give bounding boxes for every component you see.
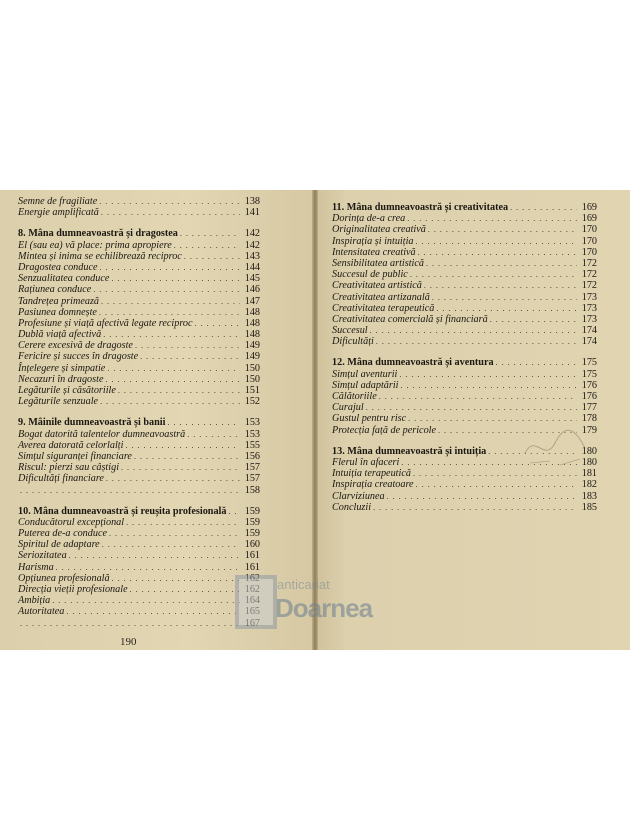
toc-entry [18,562,260,573]
toc-page-number: 169 [581,213,597,225]
left-toc-column [18,196,260,629]
toc-title: Mintea și inima se echilibrează reciproc [18,250,182,262]
toc-entry [18,440,260,451]
dot-leader [109,528,240,539]
toc-entry [18,517,260,528]
toc-page-number: 178 [581,413,597,425]
watermark-logo [235,575,395,635]
toc-entry [18,385,260,396]
toc-title: Succesul de public [332,269,408,281]
toc-chapter-heading [332,202,597,213]
toc-title: Simțul aventurii [332,368,398,380]
toc-page-number: 160 [244,539,260,551]
toc-title: Pasiunea domnește [18,306,97,318]
toc-entry [332,491,597,502]
toc-title: Tandrețea primează [18,295,100,307]
toc-page-number: 173 [581,291,597,303]
toc-page-number: 181 [581,468,597,480]
toc-page-number: 149 [244,340,260,352]
dot-leader [93,284,240,295]
toc-entry [332,479,597,490]
toc-page-number: 151 [244,385,260,396]
toc-title: Autoritatea [18,606,65,618]
toc-title: Dificultăți financiare [18,473,104,485]
dot-leader [416,236,577,247]
dot-leader [112,573,240,584]
toc-page-number: 146 [244,284,260,296]
toc-entry [332,280,597,291]
toc-page-number: 153 [244,428,260,440]
toc-title: Intensitatea creativă [332,246,416,258]
toc-entry [332,314,597,325]
toc-title: Cerere excesivă de dragoste [18,340,133,352]
toc-entry [18,207,260,218]
toc-entry [18,340,260,351]
toc-title: Necazuri în dragoste [18,373,104,385]
toc-title: Creativitatea artizanală [332,291,430,303]
toc-entry [18,595,260,606]
dot-leader [52,595,240,606]
toc-entry [18,351,260,362]
toc-entry [18,396,260,407]
toc-chapter-heading [332,357,597,368]
toc-title: Dragostea conduce [18,261,98,273]
dot-leader [418,247,577,258]
dot-leader [167,417,240,428]
dot-leader [121,462,240,473]
toc-entry [332,292,597,303]
toc-entry [332,247,597,258]
toc-title: Succesul [332,325,368,337]
toc-page-number: 179 [581,424,597,436]
toc-title: Înțelegere și simpatie [18,362,106,374]
toc-page-number: 177 [581,402,597,414]
toc-title: Seriozitatea [18,550,67,562]
toc-title: 12. Mâna dumneavoastră și aventura [332,357,494,369]
dot-leader [69,550,240,561]
toc-page-number: 142 [244,239,260,251]
toc-title: Profesiune și viață afectivă legate reciproc [18,317,193,329]
page-number: 190 [120,636,137,648]
toc-title: Protecția față de pericole [332,424,437,436]
toc-entry [18,584,260,595]
toc-page-number: 155 [244,439,260,451]
toc-title: Inspirația și intuiția [332,235,414,247]
toc-page-number: 147 [244,295,260,307]
toc-entry [332,213,597,224]
toc-title: Simțul siguranței financiare [18,450,132,462]
dot-leader [130,584,240,595]
toc-entry [18,573,260,584]
toc-page-number: 174 [581,325,597,337]
toc-entry [18,606,260,617]
toc-entry [18,273,260,284]
dot-leader [111,273,240,284]
toc-entry [18,329,260,340]
toc-title: Clarviziunea [332,490,385,502]
dot-leader [373,502,577,513]
book-spread [0,190,630,650]
toc-title: Direcția vieții profesionale [18,584,128,595]
toc-page-number: 180 [581,456,597,468]
toc-title: Energie amplificată [18,207,99,219]
toc-title: Rațiunea conduce [18,284,92,296]
dot-leader [399,369,577,380]
toc-page-number: 159 [244,505,260,517]
dot-leader [20,485,240,496]
toc-page-number: 141 [244,207,260,219]
toc-title: Sensibilitatea artistică [332,257,424,269]
toc-page-number: 144 [244,261,260,273]
dot-leader [410,269,577,280]
toc-title: Curajul [332,402,364,414]
toc-page-number: 172 [581,269,597,281]
toc-title: 8. Mâna dumneavoastră și dragostea [18,228,178,240]
dot-leader [125,440,240,451]
dot-leader [416,479,577,490]
toc-page-number: 185 [581,501,597,513]
toc-entry [18,528,260,539]
toc-title: Legăturile și căsătoriile [18,385,116,396]
toc-page-number: 182 [581,479,597,491]
toc-title: Gustul pentru risc [332,413,407,425]
toc-title: 10. Mâna dumneavoastră și reușita profesională [18,505,227,517]
toc-chapter-heading [18,228,260,239]
toc-entry [332,269,597,280]
toc-title: Senzualitatea conduce [18,273,110,285]
toc-title: Inspirația creatoare [332,479,414,491]
toc-page-number: 145 [244,273,260,285]
toc-entry [18,262,260,273]
toc-title: Călătoriile [332,391,377,402]
toc-title: Dublă viață afectivă [18,329,102,341]
toc-entry [18,363,260,374]
dot-leader [424,280,577,291]
watermark-book-icon [235,575,277,629]
toc-entry [332,402,597,413]
dot-leader [490,314,577,325]
toc-page-number: 148 [244,329,260,341]
toc-entry [18,429,260,440]
toc-title: Averea datorată celorlalți [18,439,124,451]
dot-leader [387,491,577,502]
dot-leader [56,562,240,573]
toc-page-number: 157 [244,462,260,474]
dot-leader [436,303,577,314]
toc-title: Creativitatea artistică [332,280,422,292]
toc-entry [18,196,260,207]
toc-entry [332,224,597,235]
toc-entry [18,618,260,629]
toc-page-number: 150 [244,373,260,385]
toc-entry [332,502,597,513]
toc-chapter-heading [18,506,260,517]
toc-title: Opțiunea profesională [18,572,110,584]
watermark-small-text: anticariat [277,577,330,592]
toc-title: Simțul adaptării [332,379,399,391]
dot-leader [376,336,577,347]
toc-page-number: 176 [581,391,597,402]
dot-leader [180,228,240,239]
toc-title: 13. Mâna dumneavoastră și intuiția [332,445,487,457]
toc-page-number: 176 [581,379,597,391]
dot-leader [99,196,240,207]
dot-leader [496,357,577,368]
dot-leader [366,402,577,413]
section-gap [18,496,260,506]
toc-page-number: 159 [244,516,260,528]
toc-page-number: 175 [581,368,597,380]
toc-page-number: 175 [581,357,597,369]
toc-page-number: 158 [244,484,260,496]
toc-entry [18,251,260,262]
toc-title: Creativitatea comercială și financiară [332,313,488,325]
toc-entry [18,374,260,385]
toc-entry [332,336,597,347]
dot-leader [105,374,240,385]
dot-leader [184,251,240,262]
dot-leader [195,318,240,329]
toc-entry [18,240,260,251]
dot-leader [426,258,577,269]
dot-leader [228,506,240,517]
toc-entry [18,485,260,496]
toc-title: El (sau ea) vă place: prima apropiere [18,239,172,251]
dot-leader [510,202,577,213]
watermark-main-text: Doarnea [275,593,373,623]
toc-page-number: 180 [581,445,597,457]
toc-entry [332,258,597,269]
toc-title: Fericire și succes în dragoste [18,351,139,363]
toc-title: Semne de fragiliate [18,196,98,207]
dot-leader [106,473,240,484]
dot-leader [102,539,240,550]
toc-entry [332,303,597,314]
toc-page-number: 150 [244,362,260,374]
toc-title: Conducătorul excepțional [18,516,125,528]
toc-entry [18,550,260,561]
toc-title: Harisma [18,561,54,573]
toc-entry [18,318,260,329]
section-gap [332,347,597,357]
toc-page-number: 170 [581,235,597,247]
dot-leader [401,380,577,391]
toc-title: Legăturile senzuale [18,396,99,408]
toc-page-number: 148 [244,306,260,318]
dot-leader [174,240,240,251]
pencil-scribble [520,423,590,473]
dot-leader [135,340,240,351]
dot-leader [134,451,240,462]
toc-entry [18,451,260,462]
toc-entry [332,380,597,391]
toc-title: Originalitatea creativă [332,224,426,236]
dot-leader [103,329,240,340]
toc-page-number: 156 [244,450,260,462]
dot-leader [379,391,577,402]
toc-page-number: 169 [581,202,597,213]
toc-entry [332,236,597,247]
toc-entry [332,325,597,336]
dot-leader [66,606,240,617]
dot-leader [370,325,577,336]
dot-leader [99,307,240,318]
toc-title: Dorința de-a crea [332,213,406,225]
toc-entry [18,473,260,484]
dot-leader [100,262,240,273]
toc-title: Dificultăți [332,336,374,348]
dot-leader [428,224,577,235]
dot-leader [407,213,577,224]
toc-entry [18,296,260,307]
toc-title: Puterea de-a conduce [18,528,108,540]
toc-title: Bogat datorită talentelor dumneavoastră [18,428,186,440]
toc-title: Flerul în afaceri [332,456,400,468]
toc-entry [332,391,597,402]
toc-page-number: 172 [581,257,597,269]
toc-entry [18,284,260,295]
dot-leader [118,385,240,396]
toc-page-number: 159 [244,528,260,540]
toc-page-number: 172 [581,280,597,292]
section-gap [18,407,260,417]
toc-page-number: 138 [244,196,260,207]
dot-leader [100,396,240,407]
toc-page-number: 174 [581,336,597,348]
dot-leader [101,207,240,218]
toc-entry [18,462,260,473]
toc-title: Intuiția terapeutică [332,468,411,480]
dot-leader [432,292,577,303]
toc-title: Creativitatea terapeutică [332,302,435,314]
toc-title: Ambiția [18,595,51,607]
toc-page-number: 161 [244,561,260,573]
dot-leader [101,296,240,307]
section-gap [18,218,260,228]
toc-title: Spiritul de adaptare [18,539,100,551]
toc-page-number: 143 [244,250,260,262]
dot-leader [187,429,240,440]
toc-page-number: 149 [244,351,260,363]
toc-page-number: 183 [581,490,597,502]
dot-leader [107,363,240,374]
toc-page-number: 170 [581,246,597,258]
toc-entry [18,539,260,550]
toc-page-number: 157 [244,473,260,485]
toc-page-number: 170 [581,224,597,236]
toc-page-number: 153 [244,417,260,429]
toc-title: 11. Mâna dumneavoastră și creativitatea [332,202,509,213]
dot-leader [126,517,240,528]
toc-page-number: 142 [244,228,260,240]
toc-title: Concluzii [332,501,372,513]
dot-leader [140,351,240,362]
toc-page-number: 161 [244,550,260,562]
toc-entry [332,369,597,380]
toc-page-number: 152 [244,396,260,408]
toc-chapter-heading [18,417,260,428]
toc-title: 9. Mâinile dumneavoastră și banii [18,417,166,429]
toc-page-number: 148 [244,317,260,329]
toc-page-number: 173 [581,302,597,314]
toc-page-number: 173 [581,313,597,325]
dot-leader [20,618,240,629]
toc-title: Riscul: pierzi sau câștigi [18,462,120,474]
toc-entry [18,307,260,318]
